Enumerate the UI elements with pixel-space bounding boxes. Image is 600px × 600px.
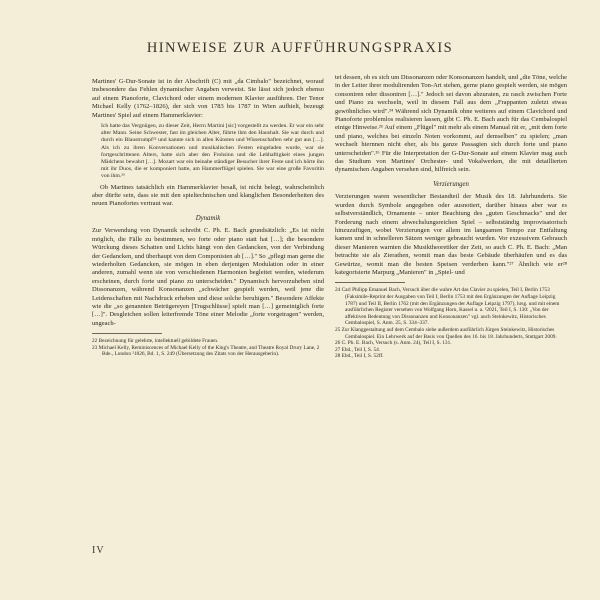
footnote: 22 Bezeichnung für gelehrte, intellektuell gebildete Frauen. bbox=[92, 338, 219, 345]
footnotes bbox=[92, 338, 324, 358]
paragraph: tet dessen, ob es sich um Dissonanzen oder Konsonanzen handelt, und „die Töne, welche in der Leiter ihrer modulirenden Ton-Art stehen, gerne piano gespielt werden, sie mögen consoniren oder dissoniren […]." Jedoch sei davon abzuraten, zu rasch zwischen Forte und Piano zu wechseln, weil in diesem Fall aus dem „Frappanten zuletzt etwas gewöhnliches wird".²⁴ Während sich Dynamik ohne weiteres auf einem Clavichord und Pianoforte problemlos realisieren lassen, gibt C. Ph. E. Bach auch für das Cembalospiel einige Hinweise.²⁵ Auf einem „Flügel" mit mehr als einem Manual rät er, „mit dem forte und piano, welches bei einzeln Noten vorkommt, auf demselben" zu spielen; „man wechselt hiernnen nicht eher, als bis ganze Passagien sich durch forte und piano unterscheiden".²⁶ Für die Interpretation der G-Dur-Sonate auf einem Klavier mag auch das Studium von Martines' Orchester- und Vokalwerken, die mit detaillierten dynamischen Angaben versehen sind, hilfreich sein. bbox=[335, 74, 568, 174]
section-heading-verzierungen: Verzierungen bbox=[433, 180, 469, 188]
quote-text: Ich hatte das Vergnügen, zu dieser Zeit, Herrn Martini [sic] vorgestellt zu werden. Er war ein sehr alter Mann. Seine Schwester, fast im gleichen Alter, führte ihm den Haushalt. Sie war durch und durch ein Blaustrumpf²² und kannte sich in allen Künsten und Wissenschaften sehr gut aus […]. Als ich zu ihren Konversationen und musikalischen Festen eingeladen wurde, war sie fortgeschrittenen Alters, hatte sich aber den Frohsinn und die Lebhaftigkeit eines jungen Mädchens bewahrt […]. Mozart war ein beinahe ständiger Besucher ihrer Feste und ich hörte ihn mit ihr Duos, die er komponiert hatte, am Hammerflügel spielen. Sie war eine große Favoritin von ihm.²³ bbox=[101, 123, 324, 180]
footnote: 24 Carl Philipp Emanuel Bach, Versuch über die wahre Art das Clavier zu spielen, Teil I, Berlin 1753 (Faksimile-Reprint der Ausgaben von Teil I, Berlin 1753 mit den Ergänzungen der Auflage Leipzig 1787) und Teil II, Berlin 1762 (mit den Ergänzungen der Auflage Leipzig 1797), hrsg. und mit einem ausführlichen Register versehen von Wolfgang Horn, Kassel u. a. ²2021, Teil I, S. 130: „Von der affektiven Bedeutung von Dissonanzen und Konsonanzen" vgl. auch Steinkewitz, Historisches Cembalospiel, S. Anm. 25, S. 334–337. bbox=[335, 287, 560, 327]
footnote: 26 C. Ph. E. Bach, Versuch (s. Anm. 24), Teil I, S. 131. bbox=[335, 340, 452, 347]
page-number: IV bbox=[92, 545, 105, 556]
page-title: HINWEISE ZUR AUFFÜHRUNGSPRAXIS bbox=[146, 40, 454, 56]
paragraph: Verzierungen waren wesentlicher Bestandteil der Musik des 18. Jahrhunderts. Sie wurden durch Symbole angegeben oder ausnotiert, darüber hinaus aber war es selbstverständlich, Ornamente – unter Beachtung des „guten Geschmacks" und der Forderung nach einem abwechslungsreichen Spiel – selbstständig improvisatorisch hinzuzufügen, wobei Verzierungen vor allem im langsamen Tempo zur Entfaltung kamen und in schnelleren Sätzen weniger gebraucht wurden. Vor exzessivem Gebrauch dieser Manieren warnten die Musiktheoretiker der Zeit, so auch C. Ph. E. Bach: „Man betrachte sie als Zierathen, womit man das beste Gebäude überhäufen und es das Gewürtze, womit man die besten Speisen verderben kann."²⁷ Ähnlich wie er²⁸ kategorisierte Marpurg „Manieren" in „Spiel- und bbox=[335, 193, 567, 276]
footnote: 25 Zur Klanggestaltung auf dem Cembalo siehe außerdem ausführlich Jürgen Steinkewitz, Historisches Cembalospiel. Ein Lehrwerk auf der Basis von Quellen des 16. bis 18. Jahrhunderts, Stuttgart 2009. bbox=[335, 326, 557, 340]
block-quote bbox=[101, 123, 324, 181]
footnote: 28 Ebd., Teil I, S. 52ff. bbox=[335, 353, 384, 360]
right-column bbox=[335, 74, 567, 360]
footnote: 27 Ebd., Teil I, S. 54. bbox=[335, 346, 381, 353]
paragraph: Martines' G-Dur-Sonate ist in der Abschrift (C) mit „da Cimbalo" bezeichnet, worauf insbesondere das Fehlen dynamischer Angaben verweist. Sie lässt sich jedoch ebenso auf einem Pianoforte, Clavichord oder einem modernen Klavier ausführen. Der Tenor Michael Kelly (1762–1826), der sich von 1783 bis 1787 in Wien aufhielt, bezeugt Martines' Spiel auf einem Hammerklavier: bbox=[92, 78, 324, 119]
left-column bbox=[92, 78, 324, 358]
footnote: 23 Michael Kelly, Reminiscences of Michael Kelly of the King's Theatre, and Theatre Royal Drury Lane, 2 Bde., London ²1826, Bd. 1, S. 249 (Übersetzung des Zitats von der Herausgeberin). bbox=[92, 344, 320, 358]
paragraph: Zur Verwendung von Dynamik schreibt C. Ph. E. Bach grundsätzlich: „Es ist nicht möglich, die Fälle zu bestimmen, wo forte oder piano statt hat […]; die besondere Würckung dieses Schatten und Lichts hängt von den Gedancken, von der Verbindung der Gedancken, und überhaupt von dem Componisten ab […]." So „pflegt man gerne die wiederholten Gedancken, sie mögen in eben derjenigen Modulation oder in einer anderen, zumahl wenn sie von verschiedenen Harmonien begleitet werden, wiederum erscheinen, durch forte und piano zu unterscheiden." Dynamisch hervorzuheben sind Dissonanzen, während Konsonanzen „schwächer gespielt werden, weil jene die Leidenschaften mit Nachdruck erheben und diese solche beruhigen." Besondere Affekte wie die „so genannten Betrügereyen [Trugschlüsse] spielt man […] gemeiniglich forte […]". Desgleichen sollen leiterfremde Töne einer Melodie „forte vorgetragen" werden, ungeach- bbox=[92, 227, 324, 327]
footnotes bbox=[335, 287, 567, 360]
paragraph: Ob Martines tatsächlich ein Hammerklavier besaß, ist nicht belegt, wahrscheinlich aber dürfte sein, dass sie mit den spieltechnischen und klanglichen Besonderheiten des neuen Pianofortes vertraut war. bbox=[92, 183, 324, 208]
section-heading-dynamik: Dynamik bbox=[195, 214, 221, 222]
